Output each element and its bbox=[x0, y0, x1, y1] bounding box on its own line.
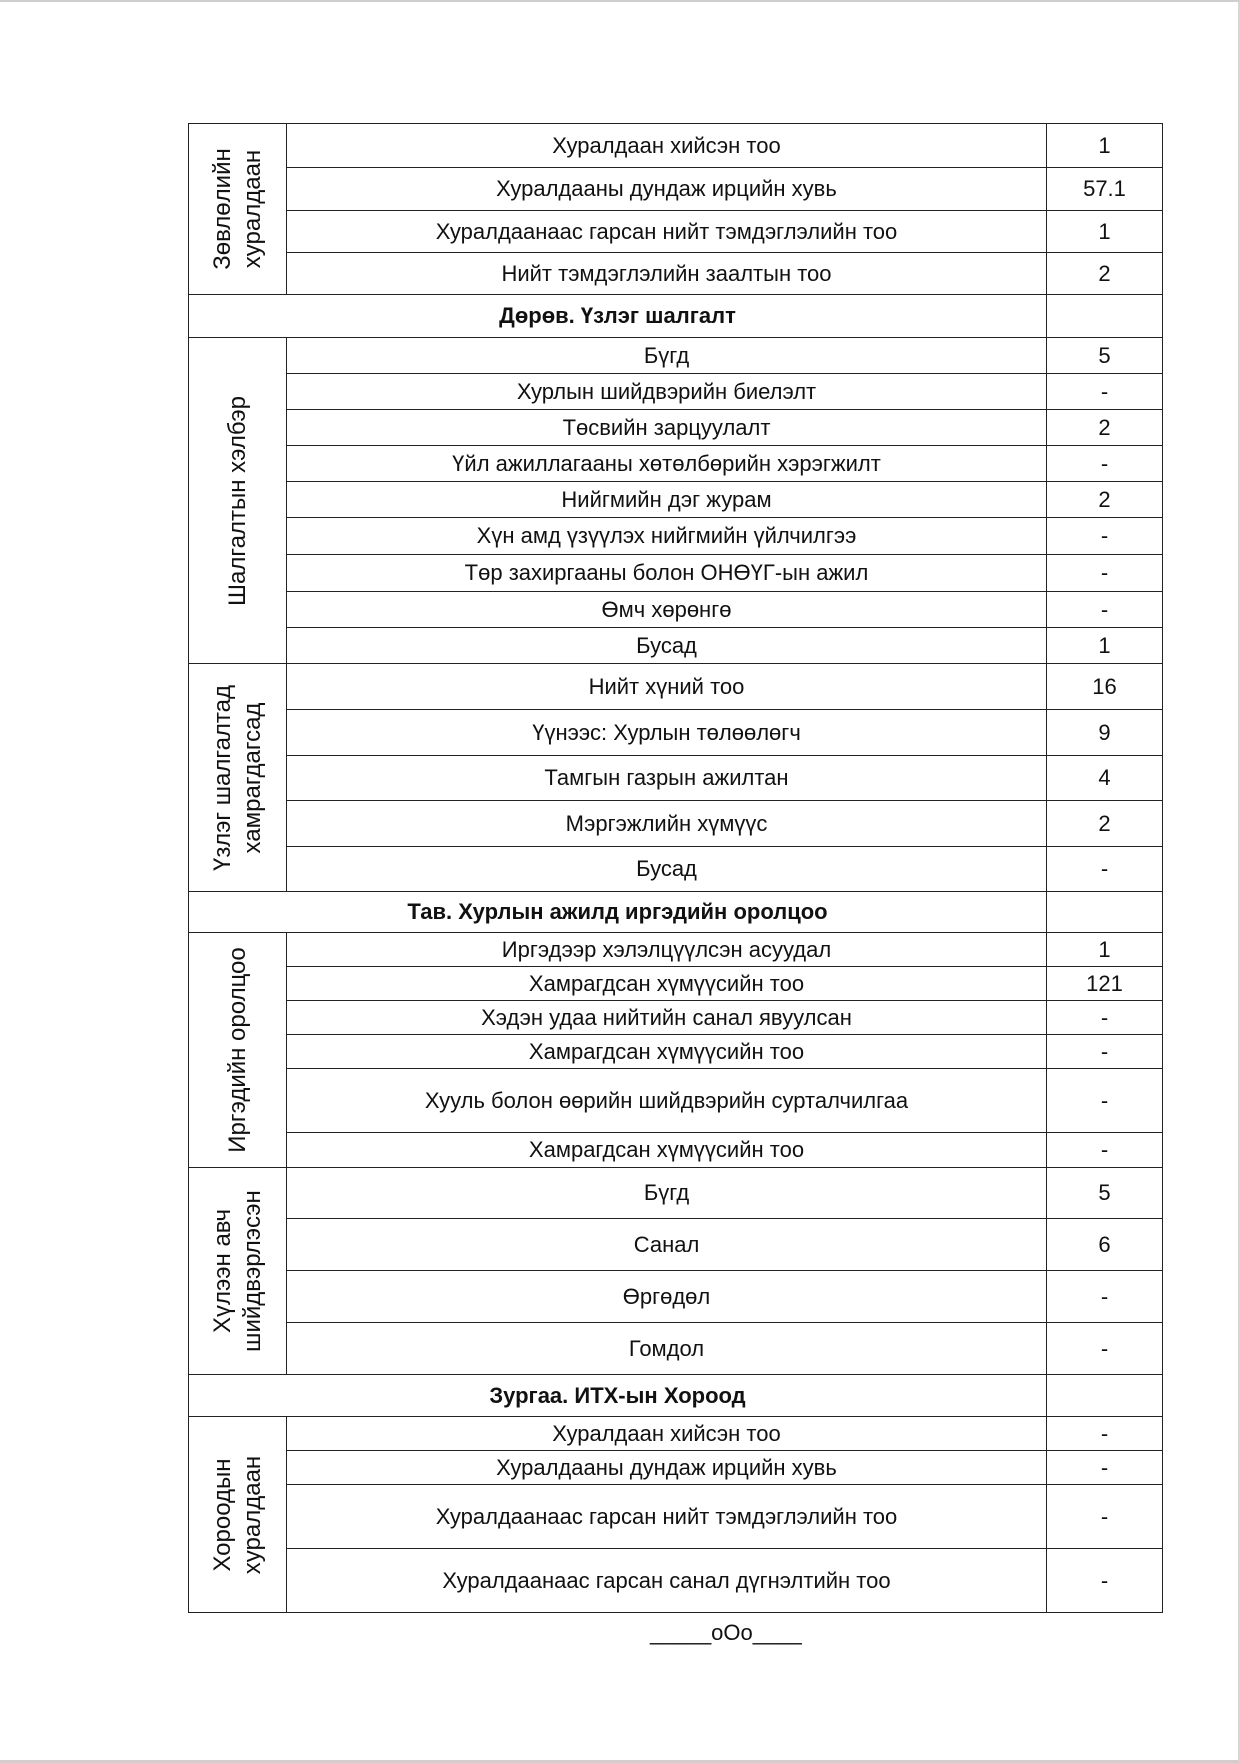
row-value: 4 bbox=[1047, 756, 1163, 801]
row-label: Нийт тэмдэглэлийн заалтын тоо bbox=[287, 253, 1047, 295]
table-row bbox=[189, 253, 1163, 295]
table-row bbox=[189, 168, 1163, 211]
row-value: 121 bbox=[1047, 967, 1163, 1001]
table-row bbox=[189, 1417, 1163, 1451]
table-row bbox=[189, 933, 1163, 967]
row-label: Нийгмийн дэг журам bbox=[287, 482, 1047, 518]
row-label: Нийт хүний тоо bbox=[287, 664, 1047, 710]
row-value: - bbox=[1047, 1485, 1163, 1549]
section-header bbox=[189, 892, 1163, 933]
row-value: 1 bbox=[1047, 628, 1163, 664]
row-label: Хүн амд үзүүлэх нийгмийн үйлчилгээ bbox=[287, 518, 1047, 555]
row-label: Хуралдаанаас гарсан нийт тэмдэглэлийн тоо bbox=[287, 1485, 1047, 1549]
table-row bbox=[189, 518, 1163, 555]
row-value: - bbox=[1047, 1035, 1163, 1069]
row-label: Хууль болон өөрийн шийдвэрийн сурталчилгаа bbox=[287, 1069, 1047, 1133]
row-value: 5 bbox=[1047, 338, 1163, 374]
row-label: Өргөдөл bbox=[287, 1271, 1047, 1323]
table-row bbox=[189, 1133, 1163, 1168]
row-value: - bbox=[1047, 847, 1163, 892]
row-value: - bbox=[1047, 1069, 1163, 1133]
table-row bbox=[189, 756, 1163, 801]
section-header bbox=[189, 295, 1163, 338]
table-row bbox=[189, 664, 1163, 710]
table-row bbox=[189, 592, 1163, 628]
row-label: Төсвийн зарцуулалт bbox=[287, 410, 1047, 446]
row-value: - bbox=[1047, 1133, 1163, 1168]
row-value: - bbox=[1047, 1001, 1163, 1035]
table-row bbox=[189, 628, 1163, 664]
table-row bbox=[189, 710, 1163, 756]
table-row bbox=[189, 801, 1163, 847]
row-label: Хамрагдсан хүмүүсийн тоо bbox=[287, 1133, 1047, 1168]
row-label: Хуралдаанаас гарсан санал дүгнэлтийн тоо bbox=[287, 1549, 1047, 1613]
category-inspection-form: Шалгалтын хэлбэр bbox=[189, 338, 287, 664]
table-row bbox=[189, 967, 1163, 1001]
row-label: Хуралдаанаас гарсан нийт тэмдэглэлийн тоо bbox=[287, 211, 1047, 253]
end-mark: _____oOo____ bbox=[650, 1620, 802, 1645]
table-row bbox=[189, 1219, 1163, 1271]
table-row bbox=[189, 124, 1163, 168]
row-label: Мэргэжлийн хүмүүс bbox=[287, 801, 1047, 847]
row-label: Өмч хөрөнгө bbox=[287, 592, 1047, 628]
row-label: Хэдэн удаа нийтийн санал явуулсан bbox=[287, 1001, 1047, 1035]
row-value: - bbox=[1047, 1549, 1163, 1613]
row-label: Бүгд bbox=[287, 1168, 1047, 1219]
row-value: - bbox=[1047, 1323, 1163, 1375]
row-label: Хуралдааны дундаж ирцийн хувь bbox=[287, 1451, 1047, 1485]
row-label: Хуралдааны дундаж ирцийн хувь bbox=[287, 168, 1047, 211]
row-value: - bbox=[1047, 1451, 1163, 1485]
row-label: Бүгд bbox=[287, 338, 1047, 374]
row-value: 1 bbox=[1047, 211, 1163, 253]
row-value: 2 bbox=[1047, 253, 1163, 295]
table-row bbox=[189, 847, 1163, 892]
row-label: Хамрагдсан хүмүүсийн тоо bbox=[287, 967, 1047, 1001]
row-label: Үүнээс: Хурлын төлөөлөгч bbox=[287, 710, 1047, 756]
row-label: Хурлын шийдвэрийн биелэлт bbox=[287, 374, 1047, 410]
row-value: - bbox=[1047, 518, 1163, 555]
category-received: Хүлээн авч шийдвэрлэсэн bbox=[189, 1168, 287, 1375]
table-row bbox=[189, 482, 1163, 518]
table-row bbox=[189, 1035, 1163, 1069]
table-row bbox=[189, 1001, 1163, 1035]
table-row bbox=[189, 446, 1163, 482]
row-value: 6 bbox=[1047, 1219, 1163, 1271]
section-title-committee: Зургаа. ИТХ-ын Хороод bbox=[189, 1375, 1047, 1417]
row-label: Бусад bbox=[287, 847, 1047, 892]
row-value: - bbox=[1047, 1417, 1163, 1451]
row-label: Бусад bbox=[287, 628, 1047, 664]
table-row bbox=[189, 338, 1163, 374]
row-value: - bbox=[1047, 1271, 1163, 1323]
table-row bbox=[189, 555, 1163, 592]
table-row bbox=[189, 1451, 1163, 1485]
row-value: 5 bbox=[1047, 1168, 1163, 1219]
section-header bbox=[189, 1375, 1163, 1417]
row-value: - bbox=[1047, 446, 1163, 482]
row-label: Санал bbox=[287, 1219, 1047, 1271]
row-value: 1 bbox=[1047, 124, 1163, 168]
row-value: 2 bbox=[1047, 482, 1163, 518]
row-value: - bbox=[1047, 555, 1163, 592]
table-row bbox=[189, 1323, 1163, 1375]
table-row bbox=[189, 1069, 1163, 1133]
table-row bbox=[189, 410, 1163, 446]
row-label: Хуралдаан хийсэн тоо bbox=[287, 124, 1047, 168]
table-row bbox=[189, 211, 1163, 253]
section-title-participation: Тав. Хурлын ажилд иргэдийн оролцоо bbox=[189, 892, 1047, 933]
row-label: Хамрагдсан хүмүүсийн тоо bbox=[287, 1035, 1047, 1069]
table-row bbox=[189, 1271, 1163, 1323]
table-row bbox=[189, 1485, 1163, 1549]
table-row bbox=[189, 1168, 1163, 1219]
row-label: Иргэдээр хэлэлцүүлсэн асуудал bbox=[287, 933, 1047, 967]
row-value: 9 bbox=[1047, 710, 1163, 756]
table-row bbox=[189, 374, 1163, 410]
row-label: Үйл ажиллагааны хөтөлбөрийн хэрэгжилт bbox=[287, 446, 1047, 482]
row-value: 2 bbox=[1047, 410, 1163, 446]
row-value: - bbox=[1047, 374, 1163, 410]
statistics-table bbox=[188, 123, 1163, 1613]
category-participation: Иргэдийн оролцоо bbox=[189, 933, 287, 1168]
category-council: Зөвлөлийн хуралдаан bbox=[189, 124, 287, 295]
row-value: 57.1 bbox=[1047, 168, 1163, 211]
category-inspection-covered: Үзлэг шалгалтад хамрагдагсад bbox=[189, 664, 287, 892]
row-value: 2 bbox=[1047, 801, 1163, 847]
section-title-inspection: Дөрөв. Үзлэг шалгалт bbox=[189, 295, 1047, 338]
category-committee: Хороодын хуралдаан bbox=[189, 1417, 287, 1613]
row-label: Гомдол bbox=[287, 1323, 1047, 1375]
row-label: Тамгын газрын ажилтан bbox=[287, 756, 1047, 801]
row-value: 16 bbox=[1047, 664, 1163, 710]
table-row bbox=[189, 1549, 1163, 1613]
row-value: - bbox=[1047, 592, 1163, 628]
row-label: Төр захиргааны болон ОНӨҮГ-ын ажил bbox=[287, 555, 1047, 592]
row-value: 1 bbox=[1047, 933, 1163, 967]
row-label: Хуралдаан хийсэн тоо bbox=[287, 1417, 1047, 1451]
